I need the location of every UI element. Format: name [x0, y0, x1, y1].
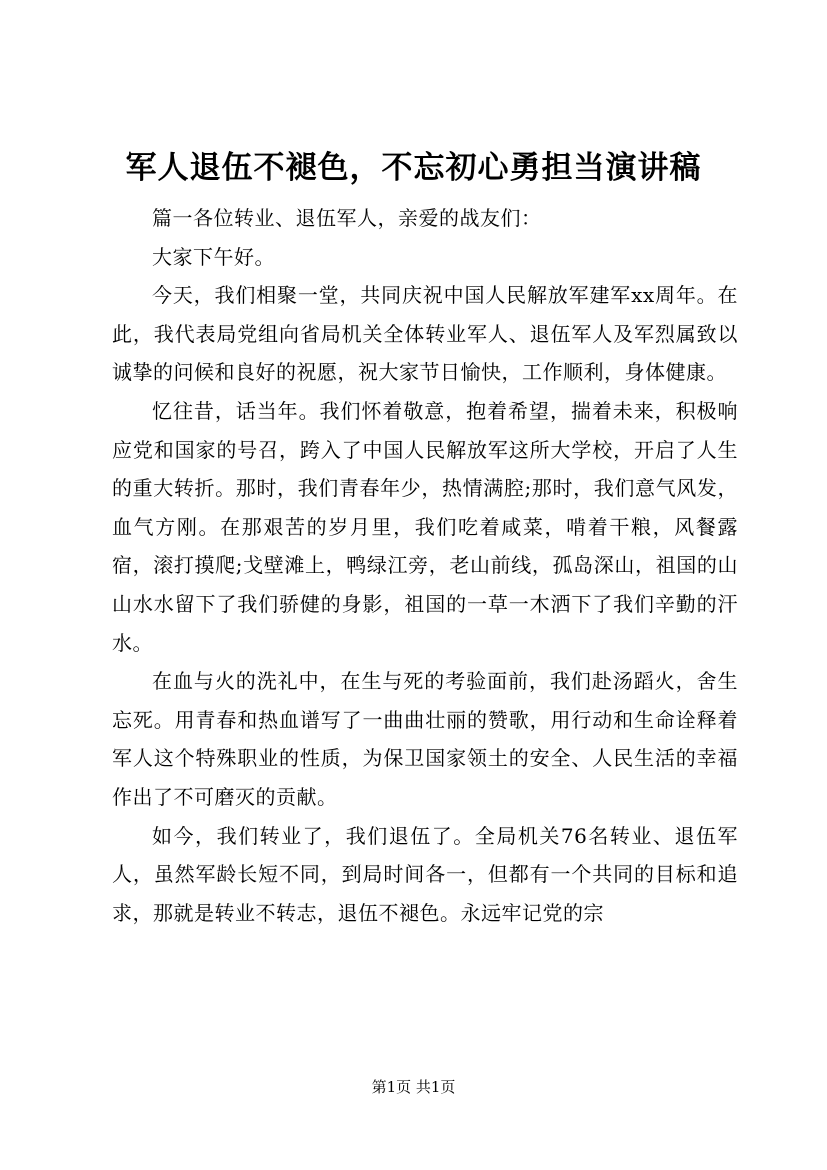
- document-body: [112, 199, 738, 932]
- paragraph-recollection: 忆往昔，话当年。我们怀着敬意，抱着希望，揣着未来，积极响应党和国家的号召，跨入了中国人民解放军这所大学校，开启了人生的重大转折。那时，我们青春年少，热情满腔;那时，我们意气风发，血气方刚。在那艰苦的岁月里，我们吃着咸菜，啃着干粮，风餐露宿，滚打摸爬;戈壁滩上，鸭绿江旁，老山前线，孤岛深山，祖国的山山水水留下了我们骄健的身影，祖国的一草一木洒下了我们辛勤的汗水。: [112, 398, 738, 655]
- page-number-footer: 第1页 共1页: [371, 1078, 456, 1096]
- document-title: 军人退伍不褪色，不忘初心勇担当演讲稿: [125, 150, 702, 186]
- paragraph-celebration: 今天，我们相聚一堂，共同庆祝中国人民解放军建军xx周年。在此，我代表局党组向省局机关全体转业军人、退伍军人及军烈属致以诚挚的问候和良好的祝愿，祝大家节日愉快，工作顺利，身体健康。: [112, 283, 738, 385]
- paragraph-sacrifice: 在血与火的洗礼中，在生与死的考验面前，我们赴汤蹈火，舍生忘死。用青春和热血谱写了一曲曲壮丽的赞歌，用行动和生命诠释着军人这个特殊职业的性质，为保卫国家领土的安全、人民生活的幸福作出了不可磨灭的贡献。: [112, 669, 738, 809]
- paragraph-greeting: 大家下午好。: [152, 244, 275, 269]
- paragraph-salutation: 篇一各位转业、退伍军人，亲爱的战友们：: [152, 206, 542, 230]
- paragraph-present: 如今，我们转业了，我们退伍了。全局机关76名转业、退伍军人，虽然军龄长短不同，到局时间各一，但都有一个共同的目标和追求，那就是转业不转志，退伍不褪色。永远牢记党的宗: [112, 823, 738, 925]
